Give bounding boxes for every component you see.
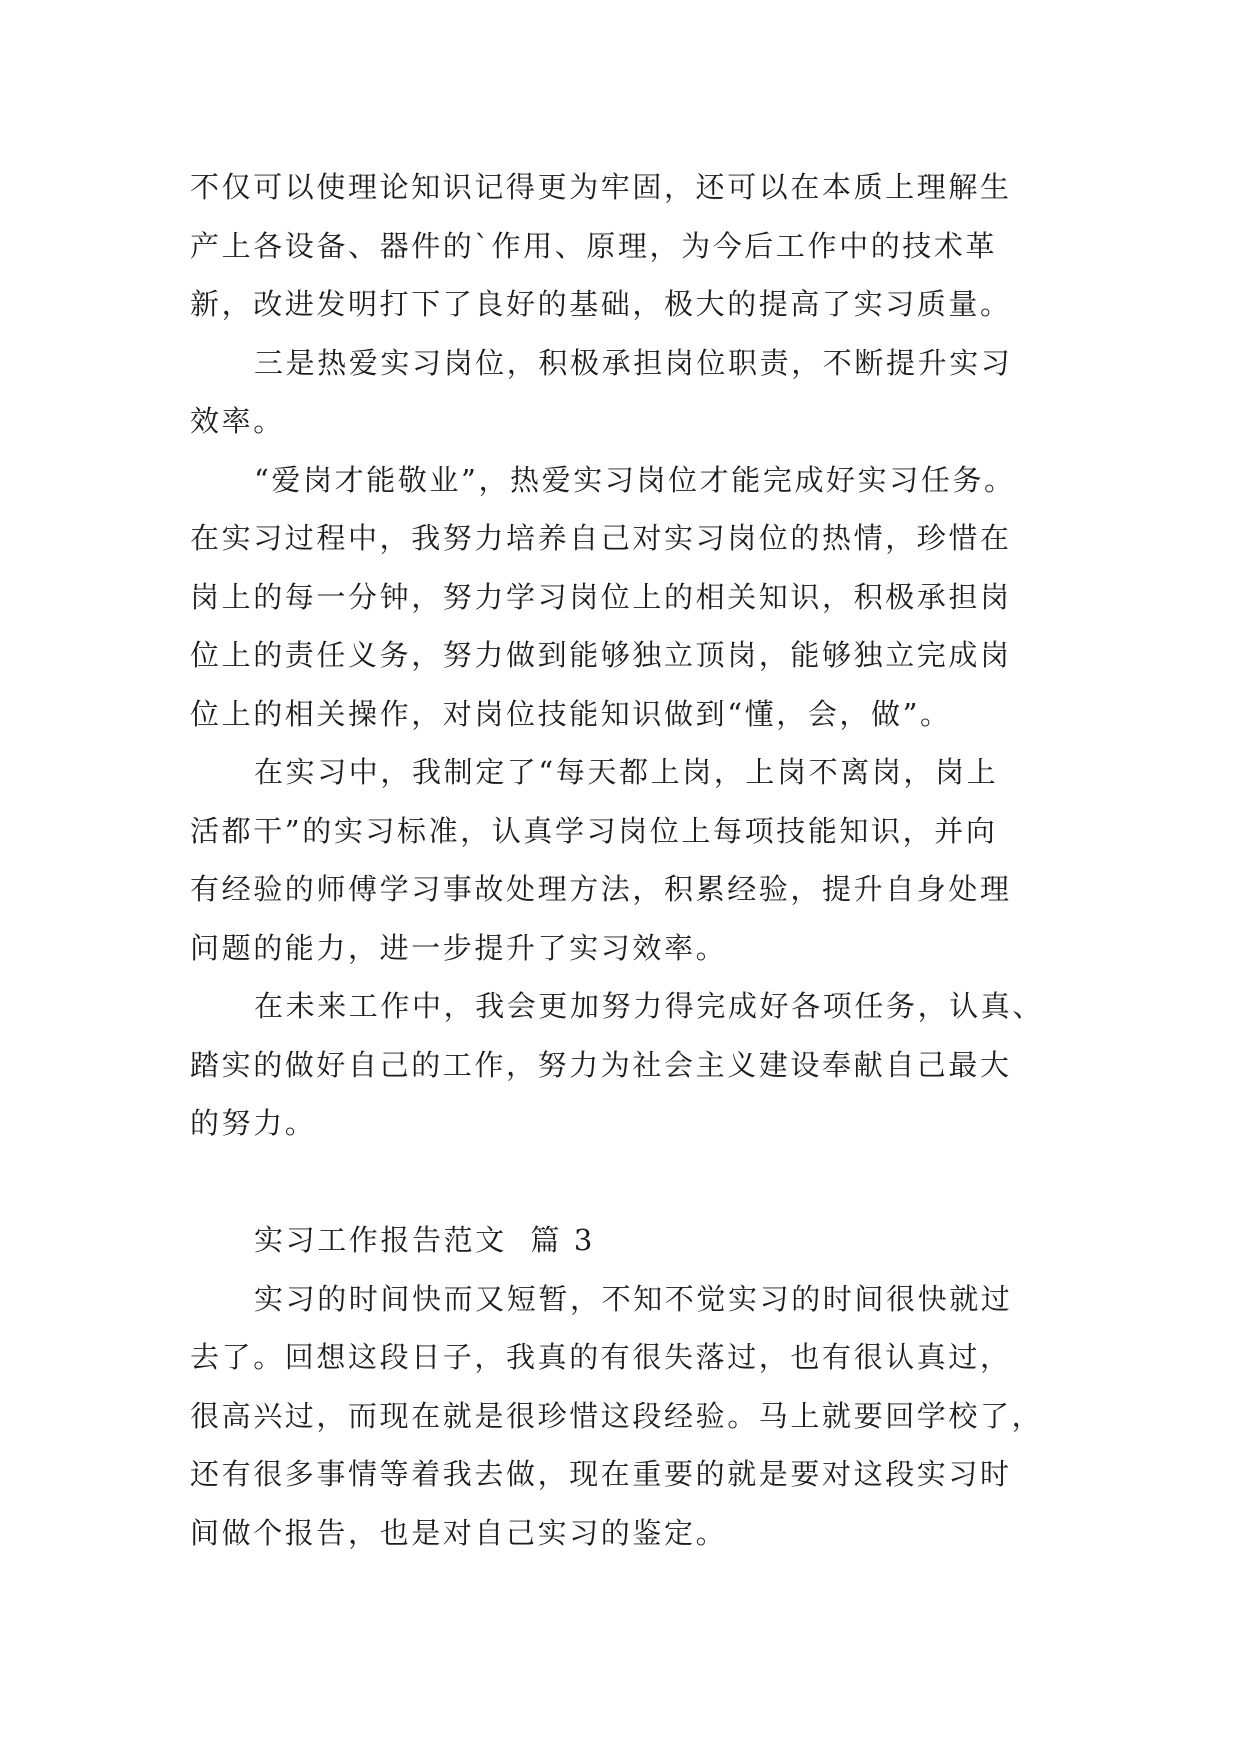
text-line: 问题的能力，进一步提升了实习效率。 <box>190 930 728 965</box>
paragraph <box>190 743 1050 977</box>
text-line: 位上的责任义务，努力做到能够独立顶岗，能够独立完成岗 <box>190 638 1012 672</box>
text-line: 去了。回想这段日子，我真的有很失落过，也有很认真过， <box>190 1340 1012 1374</box>
text-line: 踏实的做好自己的工作，努力为社会主义建设奉献自己最大 <box>190 1047 1012 1082</box>
text-line: 不仅可以使理论知识记得更为牢固，还可以在本质上理解生 <box>190 170 1012 204</box>
text-line: 在实习中，我制定了“每天都上岗，上岗不离岗，岗上 <box>254 755 999 789</box>
text-line: 三是热爱实习岗位，积极承担岗位职责，不断提升实习 <box>254 345 1013 380</box>
text-line: 新，改进发明打下了良好的基础，极大的提高了实习质量。 <box>190 287 1012 321</box>
text-line: 实习的时间快而又短暂，不知不觉实习的时间很快就过 <box>254 1281 1013 1316</box>
text-line: 活都干”的实习标准，认真学习岗位上每项技能知识，并向 <box>190 813 998 848</box>
text-line: 产上各设备、器件的`作用、原理，为今后工作中的技术革 <box>190 228 998 263</box>
text-line: 在实习过程中，我努力培养自己对实习岗位的热情，珍惜在 <box>190 521 1012 555</box>
text-line: 岗上的每一分钟，努力学习岗位上的相关知识，积极承担岗 <box>190 579 1012 614</box>
paragraph <box>190 334 1050 451</box>
document-body <box>190 158 1050 1562</box>
text-line: 间做个报告，也是对自己实习的鉴定。 <box>190 1515 728 1550</box>
section-heading: 实习工作报告范文 篇 3 <box>254 1223 595 1257</box>
text-line: 还有很多事情等着我去做，现在重要的就是要对这段实习时 <box>190 1457 1012 1491</box>
section-gap <box>190 1153 1050 1212</box>
paragraph <box>190 158 1050 334</box>
text-line: “爱岗才能敬业”，热爱实习岗位才能完成好实习任务。 <box>254 462 1016 497</box>
paragraph <box>190 977 1050 1153</box>
text-line: 很高兴过，而现在就是很珍惜这段经验。马上就要回学校了， <box>190 1398 1044 1433</box>
text-line: 有经验的师傅学习事故处理方法，积累经验，提升自身处理 <box>190 872 1012 906</box>
text-line: 的努力。 <box>190 1106 317 1140</box>
text-line: 效率。 <box>190 404 285 438</box>
text-line: 位上的相关操作，对岗位技能知识做到“懂，会，做”。 <box>190 696 952 731</box>
paragraph <box>190 1270 1050 1563</box>
text-line: 在未来工作中，我会更加努力得完成好各项任务，认真、 <box>254 989 1045 1023</box>
paragraph <box>190 451 1050 744</box>
